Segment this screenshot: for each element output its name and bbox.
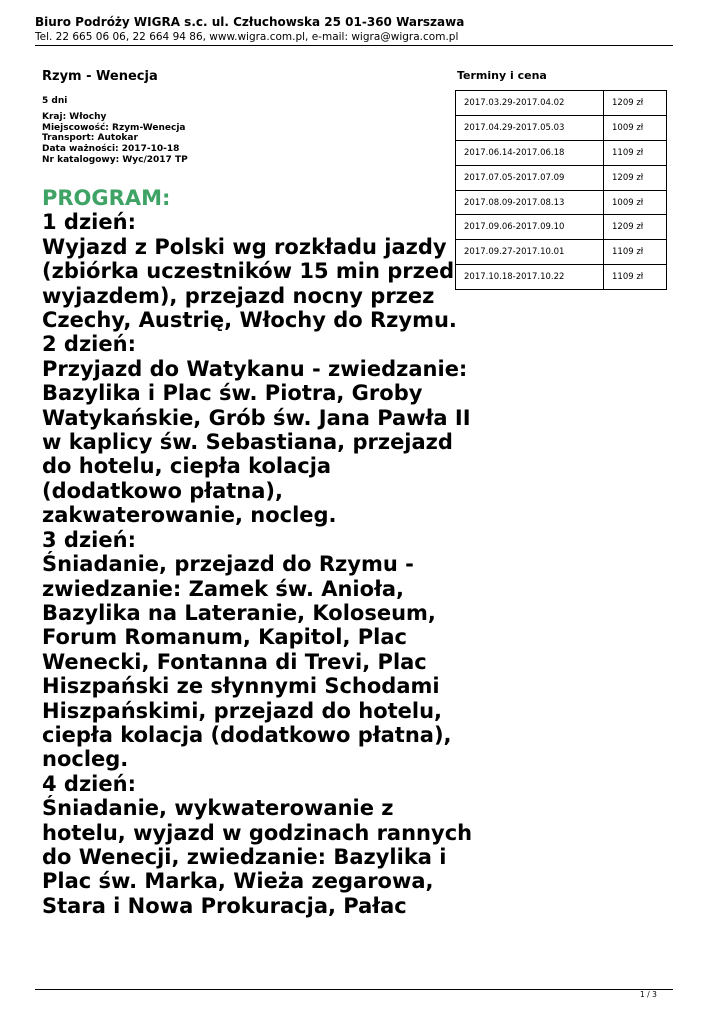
program-line: 3 dzień: — [42, 527, 136, 552]
program-line: ciepła kolacja (dodatkowo płatna), — [42, 722, 452, 747]
table-row — [456, 190, 667, 215]
program-line: Śniadanie, wykwaterowanie z — [42, 796, 394, 821]
program-section — [42, 186, 473, 918]
price-cell: 1109 zł — [604, 140, 667, 165]
price-cell: 1109 zł — [604, 265, 667, 290]
date-range-cell: 2017.08.09-2017.08.13 — [456, 190, 604, 215]
detail-valid-date: Data ważności: 2017-10-18 — [42, 144, 180, 155]
program-line: wyjazdem), przejazd nocny przez — [42, 283, 435, 308]
program-line: (zbiórka uczestników 15 min przed — [42, 259, 455, 284]
program-line: Śniadanie, przejazd do Rzymu - — [42, 552, 414, 577]
trip-title: Rzym - Wenecja — [42, 69, 158, 84]
detail-location: Miejscowość: Rzym-Wenecja — [42, 122, 186, 133]
trip-details — [42, 112, 188, 166]
detail-catalog-number: Nr katalogowy: Wyc/2017 TP — [42, 154, 188, 165]
program-line: hotelu, wyjazd w godzinach rannych — [42, 820, 473, 845]
program-line: 4 dzień: — [42, 771, 136, 796]
date-range-cell: 2017.10.18-2017.10.22 — [456, 265, 604, 290]
program-line: w kaplicy św. Sebastiana, przejazd — [42, 430, 453, 455]
program-line: Bazylika i Plac św. Piotra, Groby — [42, 381, 423, 406]
price-cell: 1009 zł — [604, 115, 667, 140]
price-cell: 1209 zł — [604, 215, 667, 240]
date-range-cell: 2017.03.29-2017.04.02 — [456, 91, 604, 116]
price-cell: 1109 zł — [604, 240, 667, 265]
program-line: Hiszpańskimi, przejazd do hotelu, — [42, 698, 443, 723]
price-cell: 1209 zł — [604, 165, 667, 190]
date-range-cell: 2017.04.29-2017.05.03 — [456, 115, 604, 140]
table-row — [456, 140, 667, 165]
company-name: Biuro Podróży WIGRA s.c. ul. Człuchowska 25 01-360 Warszawa — [35, 15, 465, 29]
program-line: Wenecki, Fontanna di Trevi, Plac — [42, 649, 427, 674]
date-range-cell: 2017.07.05-2017.07.09 — [456, 165, 604, 190]
date-range-cell: 2017.09.27-2017.10.01 — [456, 240, 604, 265]
date-range-cell: 2017.06.14-2017.06.18 — [456, 140, 604, 165]
program-line: Forum Romanum, Kapitol, Plac — [42, 625, 407, 650]
detail-country: Kraj: Włochy — [42, 112, 107, 122]
program-line: (dodatkowo płatna), — [42, 478, 283, 503]
program-line: Hiszpański ze słynnymi Schodami — [42, 674, 440, 699]
company-contact: Tel. 22 665 06 06, 22 664 94 86, www.wigra.com.pl, e-mail: wigra@wigra.com.pl — [35, 31, 459, 43]
price-cell: 1209 zł — [604, 91, 667, 116]
program-line: Bazylika na Lateranie, Koloseum, — [42, 600, 436, 625]
program-line: nocleg. — [42, 747, 129, 772]
prices-title: Terminy i cena — [457, 69, 547, 82]
program-line: do Wenecji, zwiedzanie: Bazylika i — [42, 844, 447, 869]
footer-divider — [35, 989, 673, 990]
program-line: 1 dzień: — [42, 210, 136, 235]
program-heading: PROGRAM: — [42, 186, 171, 210]
table-row — [456, 215, 667, 240]
table-row — [456, 165, 667, 190]
program-line: zwiedzanie: Zamek św. Anioła, — [42, 576, 405, 601]
page-header — [35, 15, 675, 44]
trip-duration: 5 dni — [42, 96, 68, 106]
program-line: Przyjazd do Watykanu - zwiedzanie: — [42, 356, 468, 381]
date-range-cell: 2017.09.06-2017.09.10 — [456, 215, 604, 240]
table-row — [456, 91, 667, 116]
program-line: Stara i Nowa Prokuracja, Pałac — [42, 893, 407, 918]
detail-transport: Transport: Autokar — [42, 133, 138, 144]
header-divider — [35, 45, 673, 46]
prices-table — [455, 90, 667, 290]
program-line: zakwaterowanie, nocleg. — [42, 503, 337, 528]
program-line: Czechy, Austrię, Włochy do Rzymu. — [42, 308, 457, 333]
page-number: 1 / 3 — [640, 990, 657, 999]
table-row — [456, 265, 667, 290]
table-row — [456, 115, 667, 140]
program-line: Watykańskie, Grób św. Jana Pawła II — [42, 405, 471, 430]
program-line: 2 dzień: — [42, 332, 136, 357]
program-line: do hotelu, ciepła kolacja — [42, 454, 332, 479]
table-row — [456, 240, 667, 265]
program-line: Wyjazd z Polski wg rozkładu jazdy — [42, 234, 447, 259]
program-line: Plac św. Marka, Wieża zegarowa, — [42, 869, 434, 894]
price-cell: 1009 zł — [604, 190, 667, 215]
